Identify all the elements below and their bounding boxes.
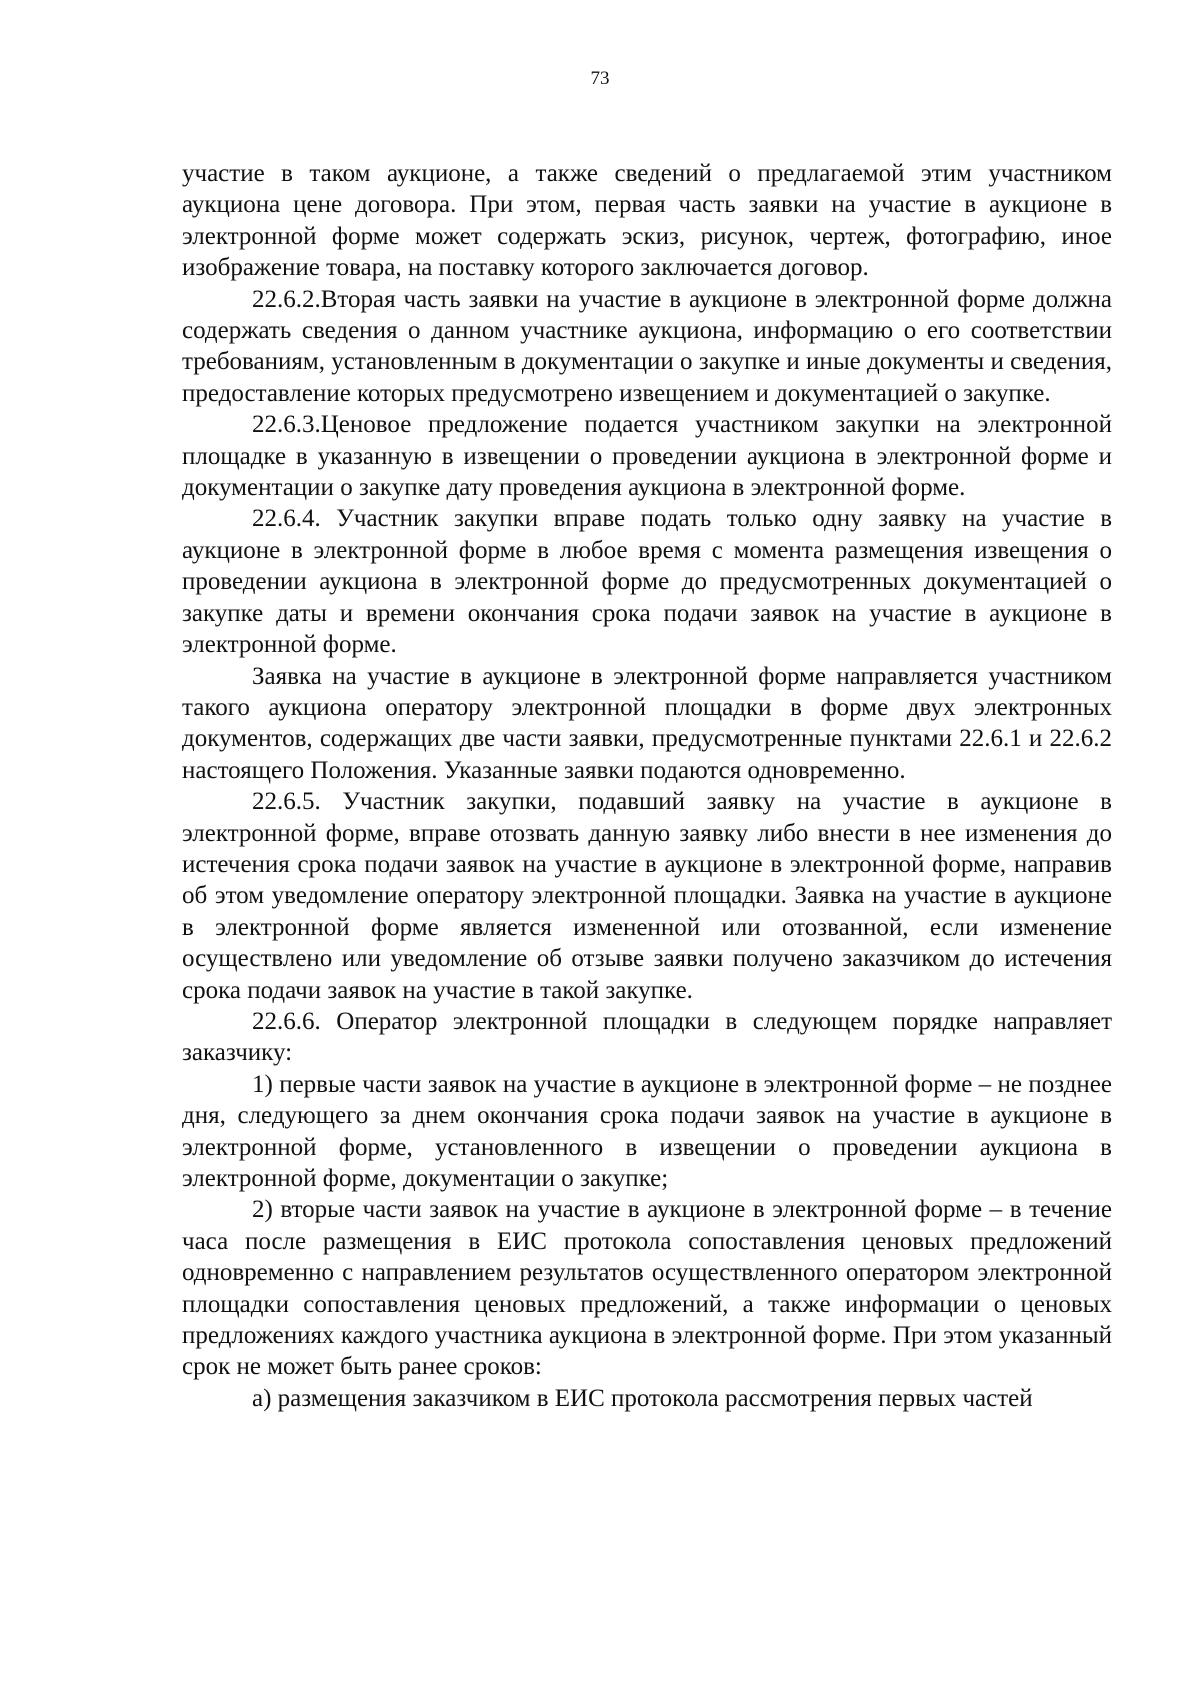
document-body <box>182 158 1112 1414</box>
paragraph-22-6-4: 22.6.4. Участник закупки вправе подать только одну заявку на участие в аукционе в электронной форме в любое время с момента размещения извещения о проведении аукциона в электронной форме до предусмотренных документацией о закупке даты и времени окончания срока подачи заявок на участие в аукционе в электронной форме. <box>182 505 1112 659</box>
list-item-2: 2) вторые части заявок на участие в аукционе в электронной форме – в течение часа после размещения в ЕИС протокола сопоставления ценовых предложений одновременно с направлением результатов осуществленного оператором электронной площадки сопоставления ценовых предложений, а также информации о ценовых предложениях каждого участника аукциона в электронной форме. При этом указанный срок не может быть ранее сроков: <box>182 1196 1112 1381</box>
paragraph-22-6-5: 22.6.5. Участник закупки, подавший заявку на участие в аукционе в электронной форме, вправе отозвать данную заявку либо внести в нее изменения до истечения срока подачи заявок на участие в аукционе в электронной форме, направив об этом уведомление оператору электронной площадки. Заявка на участие в аукционе в электронной форме является измененной или отозванной, если изменение осуществлено или уведомление об отзыве заявки получено заказчиком до истечения срока подачи заявок на участие в такой закупке. <box>182 788 1112 1004</box>
paragraph-continuation-22-6-1: участие в таком аукционе, а также сведений о предлагаемой этим участником аукциона цене договора. При этом, первая часть заявки на участие в аукционе в электронной форме может содержать эскиз, рисунок, чертеж, фотографию, иное изображение товара, на поставку которого заключается договор. <box>182 160 1112 282</box>
paragraph-application-two-parts: Заявка на участие в аукционе в электронной форме направляется участником такого аукциона оператору электронной площадки в форме двух электронных документов, содержащих две части заявки, предусмотренные пунктами 22.6.1 и 22.6.2 настоящего Положения. Указанные заявки подаются одновременно. <box>182 662 1112 784</box>
list-item-1: 1) первые части заявок на участие в аукционе в электронной форме – не позднее дня, следующего за днем окончания срока подачи заявок на участие в аукционе в электронной форме, установленного в извещении о проведении аукциона в электронной форме, документации о закупке; <box>182 1070 1112 1192</box>
paragraph-22-6-6: 22.6.6. Оператор электронной площадки в следующем порядке направляет заказчику: <box>182 1007 1112 1067</box>
list-item-a: а) размещения заказчиком в ЕИС протокола рассмотрения первых частей <box>252 1384 1033 1412</box>
paragraph-22-6-3: 22.6.3.Ценовое предложение подается участником закупки на электронной площадке в указанную в извещении о проведении аукциона в электронной форме и документации о закупке дату проведения аукциона в электронной форме. <box>182 411 1112 502</box>
paragraph-22-6-2: 22.6.2.Вторая часть заявки на участие в аукционе в электронной форме должна содержать сведения о данном участнике аукциона, информацию о его соответствии требованиям, установленным в документации о закупке и иные документы и сведения, предоставление которых предусмотрено извещением и документацией о закупке. <box>182 285 1112 407</box>
page-number: 73 <box>590 68 610 89</box>
